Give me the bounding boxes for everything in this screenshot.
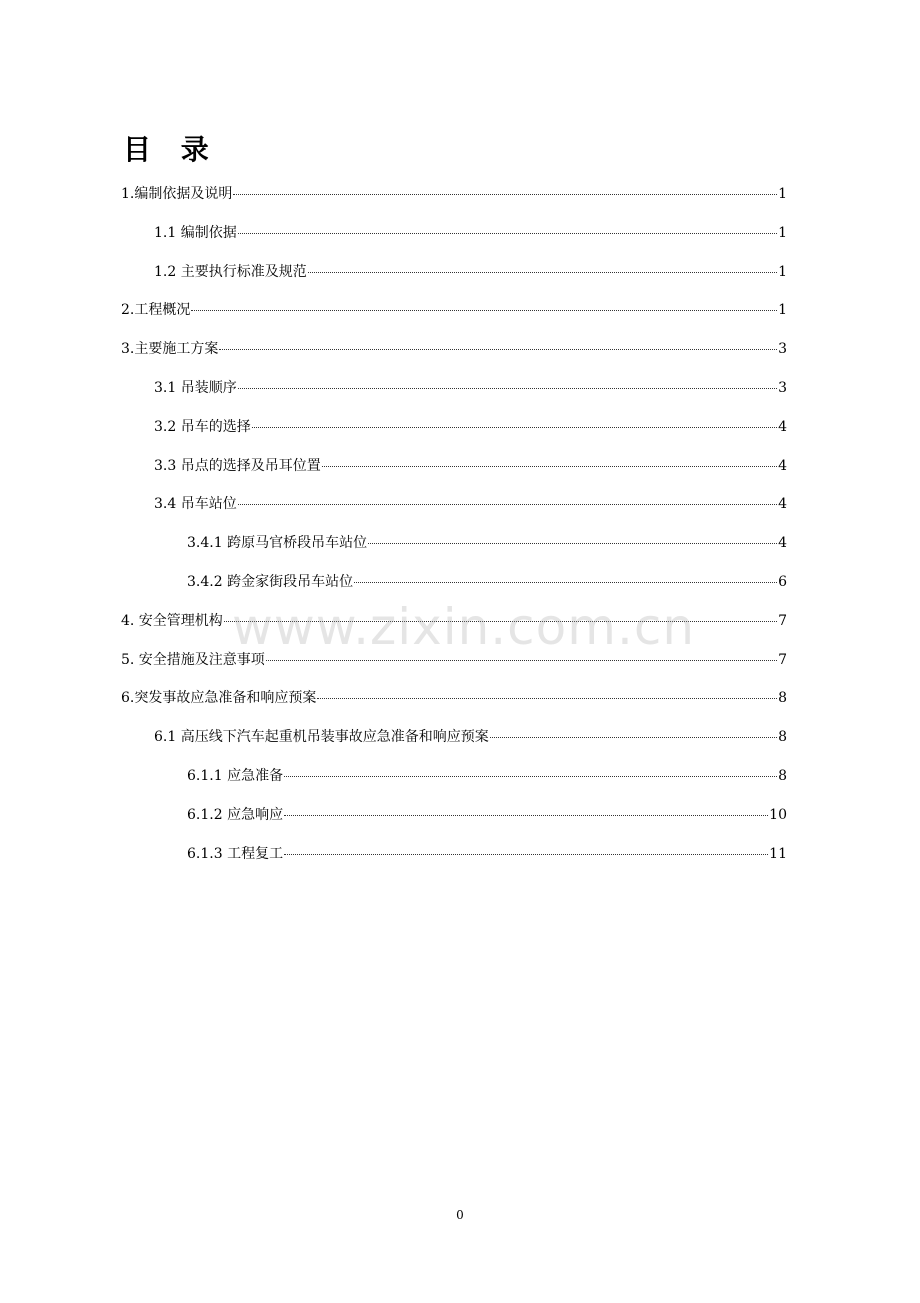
toc-entry-text: 3.4.2 跨金家街段吊车站位	[187, 573, 354, 590]
toc-entry[interactable]	[121, 490, 787, 529]
toc-entry-text: 6.突发事故应急准备和响应预案	[121, 690, 317, 707]
dot-leader	[266, 660, 777, 661]
dot-leader	[368, 543, 777, 544]
toc-entry[interactable]	[121, 180, 787, 219]
toc-entry[interactable]	[121, 452, 787, 491]
toc-entry-page: 6	[778, 573, 787, 590]
dot-leader	[252, 427, 777, 428]
page-number: 0	[456, 1208, 464, 1222]
toc-entry[interactable]	[121, 258, 787, 297]
toc-entry-text: 1.编制依据及说明	[121, 186, 233, 202]
toc-entry[interactable]	[121, 607, 787, 646]
toc-entry-page: 4	[778, 418, 787, 435]
toc-entry-text: 6.1.2 应急响应	[187, 806, 284, 823]
dot-leader	[233, 194, 777, 195]
toc-entry-text: 3.2 吊车的选择	[154, 418, 251, 435]
dot-leader	[322, 466, 777, 467]
toc-entry[interactable]	[121, 646, 787, 685]
toc-entry-page: 3	[778, 341, 787, 358]
toc-entry-page: 4	[778, 496, 787, 513]
toc-entry-page: 8	[778, 767, 787, 784]
toc-entry-page: 10	[769, 806, 787, 823]
dot-leader	[238, 233, 777, 234]
toc-entry-page: 1	[778, 263, 787, 280]
toc-entry[interactable]	[121, 762, 787, 801]
dot-leader	[284, 776, 777, 777]
toc-entry-page: 7	[778, 612, 787, 629]
dot-leader	[490, 737, 777, 738]
toc-entry-text: 3.4 吊车站位	[154, 496, 237, 513]
toc-entry[interactable]	[121, 335, 787, 374]
toc-entry-page: 1	[778, 224, 787, 241]
dot-leader	[308, 272, 777, 273]
toc-entry-page: 1	[778, 186, 787, 202]
toc-entry[interactable]	[121, 801, 787, 840]
dot-leader	[191, 310, 777, 311]
toc-entry-text: 2.工程概况	[121, 302, 191, 319]
toc-entry-text: 3.1 吊装顺序	[154, 379, 237, 396]
toc-entry[interactable]	[121, 723, 787, 762]
toc-entry[interactable]	[121, 684, 787, 723]
toc-entry-page: 4	[778, 457, 787, 474]
dot-leader	[284, 854, 768, 855]
dot-leader	[354, 582, 777, 583]
toc-entry-page: 4	[778, 535, 787, 552]
toc-entry-text: 6.1.3 工程复工	[187, 845, 284, 862]
table-of-contents	[121, 180, 787, 878]
toc-entry-text: 3.4.1 跨原马官桥段吊车站位	[187, 535, 368, 552]
dot-leader	[238, 388, 777, 389]
toc-entry-text: 5. 安全措施及注意事项	[121, 651, 265, 668]
dot-leader	[224, 621, 777, 622]
toc-entry-text: 3.主要施工方案	[121, 341, 219, 358]
dot-leader	[219, 349, 777, 350]
toc-entry-text: 1.1 编制依据	[154, 224, 237, 241]
toc-entry[interactable]	[121, 296, 787, 335]
dot-leader	[238, 504, 777, 505]
toc-entry-text: 1.2 主要执行标准及规范	[154, 263, 307, 280]
toc-entry[interactable]	[121, 219, 787, 258]
watermark: www.zixin.com.cn	[232, 598, 696, 656]
toc-entry[interactable]	[121, 840, 787, 879]
toc-entry[interactable]	[121, 374, 787, 413]
toc-entry[interactable]	[121, 568, 787, 607]
toc-entry[interactable]	[121, 413, 787, 452]
toc-entry-page: 8	[778, 690, 787, 707]
toc-entry-text: 4. 安全管理机构	[121, 612, 223, 629]
toc-entry[interactable]	[121, 529, 787, 568]
dot-leader	[284, 815, 768, 816]
toc-entry-page: 8	[778, 729, 787, 746]
toc-entry-text: 6.1 高压线下汽车起重机吊装事故应急准备和响应预案	[154, 729, 489, 746]
toc-entry-page: 1	[778, 302, 787, 319]
toc-entry-page: 7	[778, 651, 787, 668]
toc-entry-text: 6.1.1 应急准备	[187, 767, 284, 784]
toc-title: 目 录	[123, 133, 219, 166]
toc-entry-page: 3	[778, 379, 787, 396]
dot-leader	[317, 698, 777, 699]
toc-entry-page: 11	[769, 845, 787, 862]
toc-entry-text: 3.3 吊点的选择及吊耳位置	[154, 457, 321, 474]
